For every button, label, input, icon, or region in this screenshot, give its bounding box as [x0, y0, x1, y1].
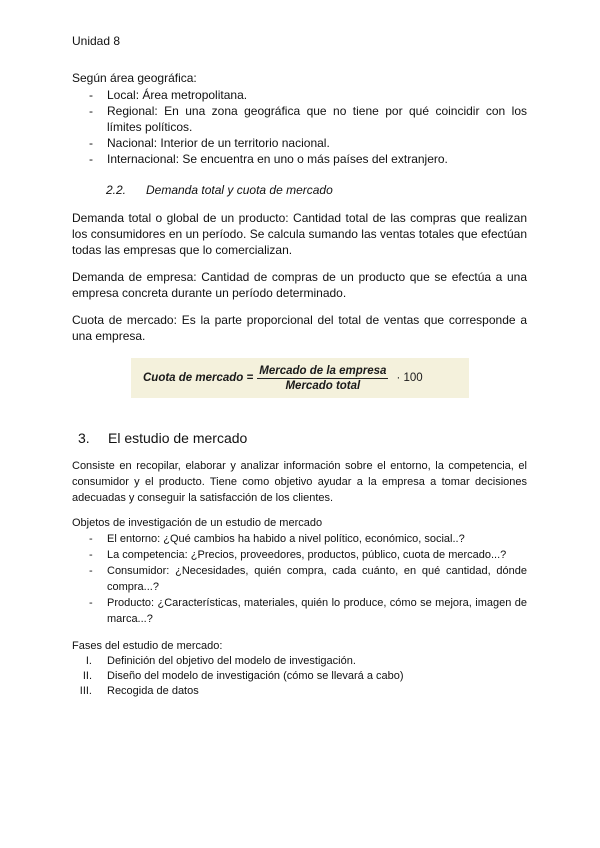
section-intro: Consiste en recopilar, elaborar y analizar información sobre el entorno, la competencia, el consumidor y el producto. Tiene como objetivo ayudar a la empresa a tomar decisiones adecuadas y conseguir la satisfacción de los clientes. [72, 460, 527, 504]
formula-multiplier: · 100 [396, 372, 423, 384]
formula-lhs: Cuota de mercado = [143, 372, 254, 384]
fases-list [72, 654, 527, 699]
fases-lead: Fases del estudio de mercado: [72, 640, 223, 652]
paragraph-demanda-empresa: Demanda de empresa: Cantidad de compras de un producto que se efectúa a una empresa concreta durante un período determinado. [72, 270, 527, 300]
list-number: I. [85, 655, 92, 667]
section-heading [78, 430, 527, 446]
list-item [72, 669, 527, 684]
geo-list [72, 87, 527, 167]
list-item: - La competencia: ¿Precios, proveedores, productos, público, cuota de mercado...? [72, 547, 527, 563]
list-item: - Producto: ¿Características, materiales, quién lo produce, cómo se mejora, imagen de marca...? [72, 595, 527, 627]
paragraph-cuota: Cuota de mercado: Es la parte proporcional del total de ventas que corresponde a una empresa. [72, 313, 527, 343]
list-item: - Local: Área metropolitana. [72, 87, 527, 103]
list-item: - Nacional: Interior de un territorio nacional. [72, 135, 527, 151]
section-body [72, 458, 527, 699]
geo-lead: Según área geográfica: [72, 71, 197, 85]
formula-box [131, 358, 469, 398]
list-text: Definición del objetivo del modelo de investigación. [107, 655, 356, 667]
list-item [72, 684, 527, 699]
list-text: Recogida de datos [107, 685, 199, 697]
list-text: Diseño del modelo de investigación (cómo se llevará a cabo) [107, 670, 404, 682]
formula-fraction [257, 365, 388, 392]
formula-numerator: Mercado de la empresa [259, 364, 387, 377]
list-item: - Regional: En una zona geográfica que no tiene por qué coincidir con los límites políticos. [72, 103, 527, 135]
section-number: 3. [78, 430, 90, 446]
formula-denominator: Mercado total [285, 379, 361, 392]
list-item [72, 654, 527, 669]
section-title: El estudio de mercado [108, 430, 248, 446]
objetos-lead: Objetos de investigación de un estudio de mercado [72, 517, 323, 529]
page-content [72, 70, 527, 699]
subsection-title: Demanda total y cuota de mercado [146, 183, 333, 197]
page-header: Unidad 8 [72, 34, 121, 48]
subsection-number: 2.2. [106, 183, 127, 197]
objetos-list [72, 531, 527, 627]
paragraph-demanda-total: Demanda total o global de un producto: Cantidad total de las compras que realizan los consumidores en un período. Se calcula sumando las ventas totales que efectúan todas las empresas que lo comercializan. [72, 211, 527, 257]
list-item: - Consumidor: ¿Necesidades, quién compra, cada cuánto, en qué cantidad, dónde compra...? [72, 563, 527, 595]
subsection-heading [106, 183, 527, 197]
list-item: - Internacional: Se encuentra en uno o más países del extranjero. [72, 151, 527, 167]
list-item: - El entorno: ¿Qué cambios ha habido a nivel político, económico, social..? [72, 531, 527, 547]
list-number: III. [79, 685, 92, 697]
list-number: II. [82, 670, 92, 682]
